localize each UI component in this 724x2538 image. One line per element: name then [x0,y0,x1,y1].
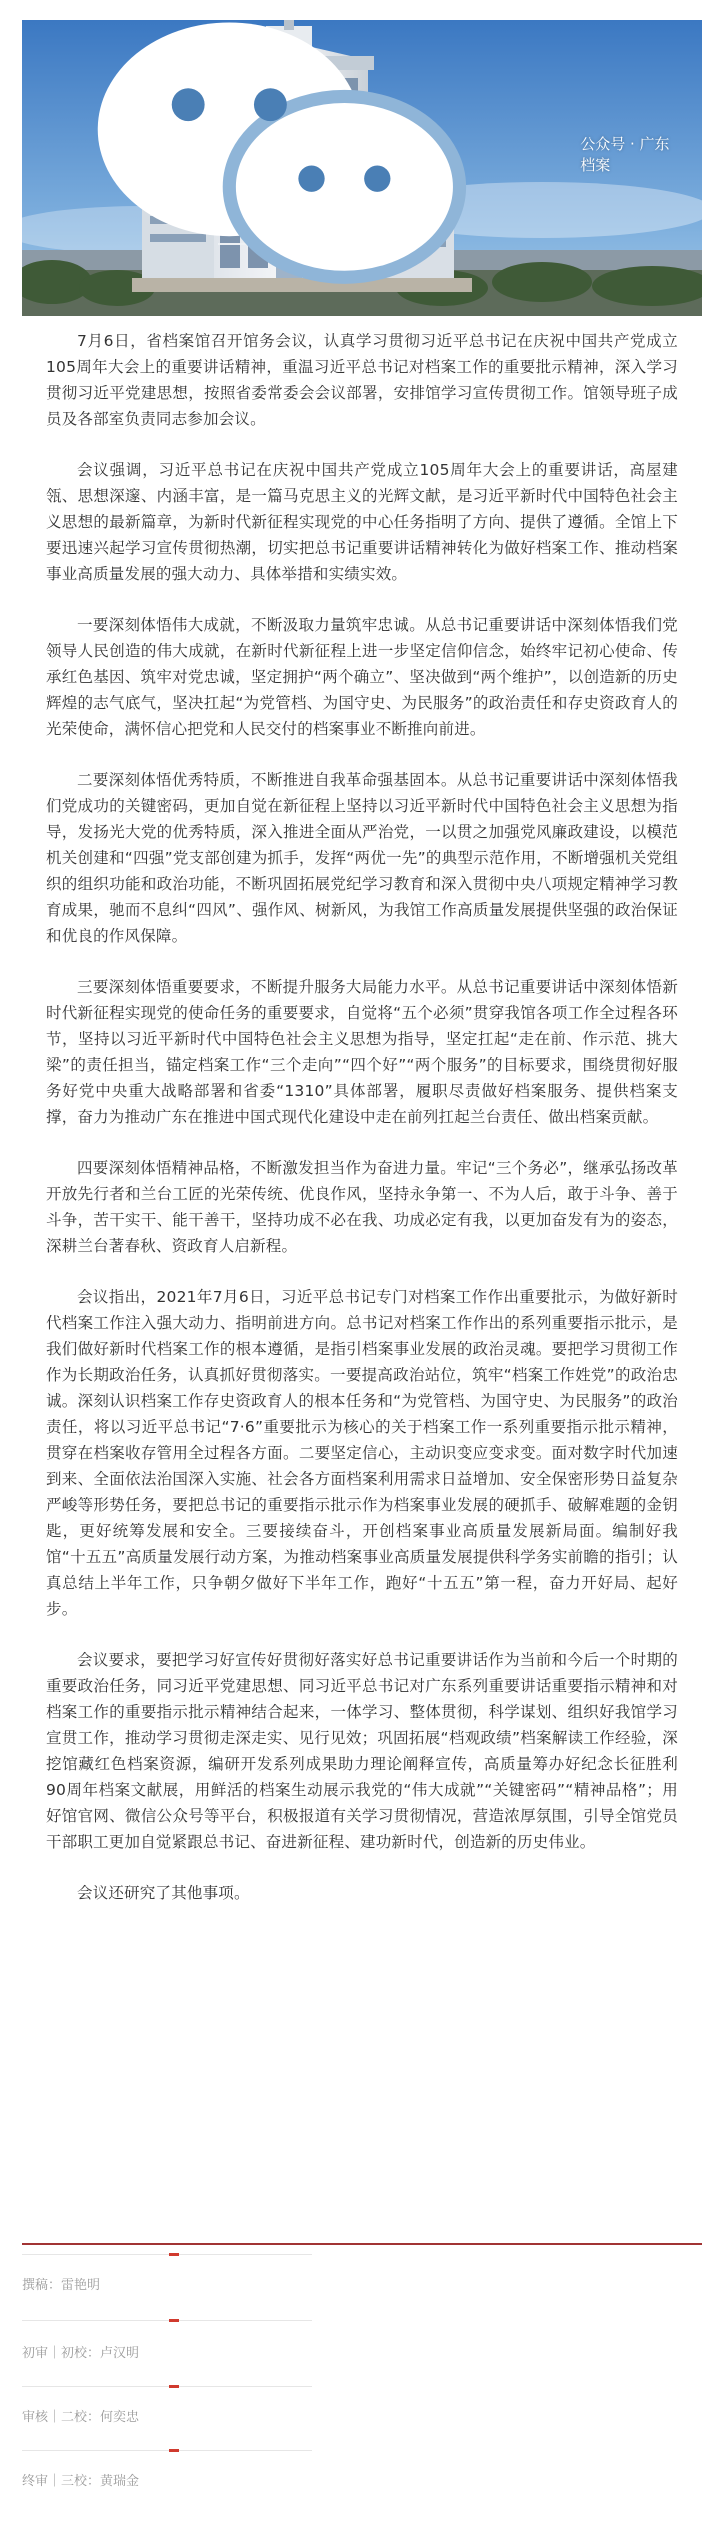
credit-first-review [22,2346,342,2362]
paragraph: 会议指出，2021年7月6日，习近平总书记专门对档案工作作出重要批示，为做好新时代档案工作注入强大动力、指明前进方向。总书记对档案工作作出的系列重要指示批示，是我们做好新时代档案工作的根本遵循，是指引档案事业发展的政治灵魂。要把学习贯彻工作作为长期政治任务，认真抓好贯彻落实。一要提高政治站位，筑牢“档案工作姓党”的政治忠诚。深刻认识档案工作存史资政育人的根本任务和“为党管档、为国守史、为民服务”的政治责任，将以习近平总书记“7·6”重要批示为核心的关于档案工作一系列重要指示批示精神，贯穿在档案收存管用全过程各方面。二要坚定信心，主动识变应变求变。面对数字时代加速到来、全面依法治国深入实施、社会各方面档案利用需求日益增加、安全保密形势日益复杂严峻等形势任务，要把总书记的重要指示批示作为档案事业发展的硬抓手、破解难题的金钥匙，更好统筹发展和安全。三要接续奋斗，开创档案事业高质量发展新局面。编制好我馆“十五五”高质量发展行动方案，为推动档案事业高质量发展提供科学务实前瞻的指引；认真总结上半年工作，只争朝夕做好下半年工作，跑好“十五五”第一程，奋力开好局、起好步。 [46,1288,678,1618]
paragraph: 四要深刻体悟精神品格，不断激发担当作为奋进力量。牢记“三个务必”，继承弘扬改革开放先行者和兰台工匠的光荣传统、优良作风，坚持永争第一、不为人后，敢于斗争、善于斗争，苦干实干、能干善干，坚持功成不必在我、功成必定有我，以更加奋发有为的姿态，深耕兰台著春秋、资政育人启新程。 [46,1159,678,1255]
credit-second-review [22,2410,342,2426]
credit-rule [22,2254,312,2255]
paragraph: 三要深刻体悟重要要求，不断提升服务大局能力水平。从总书记重要讲话中深刻体悟新时代新征程实现党的使命任务的重要要求，自觉将“五个必须”贯穿我馆各项工作全过程各环节，坚持以习近平新时代中国特色社会主义思想为指导，坚定扛起“走在前、作示范、挑大梁”的责任担当，锚定档案工作“三个走向”“四个好”“两个服务”的目标要求，围绕贯彻好服务好党中央重大战略部署和省委“1310”具体部署，履职尽责做好档案服务、提供档案支撑，奋力为推动广东在推进中国式现代化建设中走在前列扛起兰台责任、做出档案贡献。 [46,978,678,1126]
paragraph: 会议强调，习近平总书记在庆祝中国共产党成立105周年大会上的重要讲话，高屋建瓴、思想深邃、内涵丰富，是一篇马克思主义的光辉文献，是习近平新时代中国特色社会主义思想的最新篇章，为新时代新征程实现党的中心任务指明了方向、提供了遵循。全馆上下要迅速兴起学习宣传贯彻热潮，切实把总书记重要讲话精神转化为做好档案工作、推动档案事业高质量发展的强大动力、具体举措和实绩实效。 [46,461,678,583]
credit-writer [22,2278,342,2294]
credit-text: 审核｜二校：何奕忠 [22,2410,140,2425]
paragraph: 7月6日，省档案馆召开馆务会议，认真学习贯彻习近平总书记在庆祝中国共产党成立105周年大会上的重要讲话精神，重温习近平总书记对档案工作的重要批示精神，深入学习贯彻习近平党建思想，按照省委常委会会议部署，安排馆学习宣传贯彻工作。馆领导班子成员及各部室负责同志参加会议。 [46,332,678,428]
credit-rule [22,2320,312,2321]
paragraph: 会议要求，要把学习好宣传好贯彻好落实好总书记重要讲话作为当前和今后一个时期的重要政治任务，同习近平党建思想、同习近平总书记对广东系列重要讲话重要指示精神和对档案工作的重要指示批示精神结合起来，一体学习、整体贯彻，科学谋划、组织好我馆学习宣贯工作，推动学习贯彻走深走实、见行见效；巩固拓展“档观政绩”档案解读工作经验，深挖馆藏红色档案资源，编研开发系列成果助力理论阐释宣传，高质量筹办好纪念长征胜利90周年档案文献展，用鲜活的档案生动展示我党的“伟大成就”“关键密码”“精神品格”；用好馆官网、微信公众号等平台，积极报道有关学习贯彻情况，营造浓厚氛围，引导全馆党员干部职工更加自觉紧跟总书记、奋进新征程、建功新时代，创造新的历史伟业。 [46,1651,678,1851]
section-divider [22,2243,702,2245]
credit-final-review [22,2474,342,2490]
credits-block [22,2278,342,2538]
credit-mark [169,2385,179,2388]
watermark-text: 公众号 · 广东档案 [580,135,670,174]
watermark [22,20,684,302]
credit-rule [22,2450,312,2451]
paragraph: 二要深刻体悟优秀特质，不断推进自我革命强基固本。从总书记重要讲话中深刻体悟我们党成功的关键密码，更加自觉在新征程上坚持以习近平新时代中国特色社会主义思想为指导，发扬光大党的优秀特质，深入推进全面从严治党，一以贯之加强党风廉政建设，以模范机关创建和“四强”党支部创建为抓手，发挥“两优一先”的典型示范作用，不断增强机关党组织的组织功能和政治功能，不断巩固拓展党纪学习教育和深入贯彻中央八项规定精神学习教育成果，驰而不息纠“四风”、强作风、树新风，为我馆工作高质量发展提供坚强的政治保证和优良的作风保障。 [46,771,678,945]
credit-text: 终审｜三校：黄瑞金 [22,2474,140,2489]
credit-mark [169,2449,179,2452]
credit-rule [22,2386,312,2387]
hero-image [22,20,702,316]
credit-text: 撰稿：雷艳明 [22,2278,101,2293]
credit-mark [169,2319,179,2322]
credit-mark [169,2253,179,2256]
article-body [46,328,678,1931]
credit-text: 初审｜初校：卢汉明 [22,2346,140,2361]
paragraph: 一要深刻体悟伟大成就，不断汲取力量筑牢忠诚。从总书记重要讲话中深刻体悟我们党领导人民创造的伟大成就，在新时代新征程上进一步坚定信仰信念，始终牢记初心使命、传承红色基因、筑牢对党忠诚，坚定拥护“两个确立”、坚决做到“两个维护”，以创造新的历史辉煌的志气底气，坚决扛起“为党管档、为国守史、为民服务”的政治责任和存史资政育人的光荣使命，满怀信心把党和人民交付的档案事业不断推向前进。 [46,616,678,738]
paragraph: 会议还研究了其他事项。 [77,1884,250,1902]
wechat-icon [22,20,574,302]
